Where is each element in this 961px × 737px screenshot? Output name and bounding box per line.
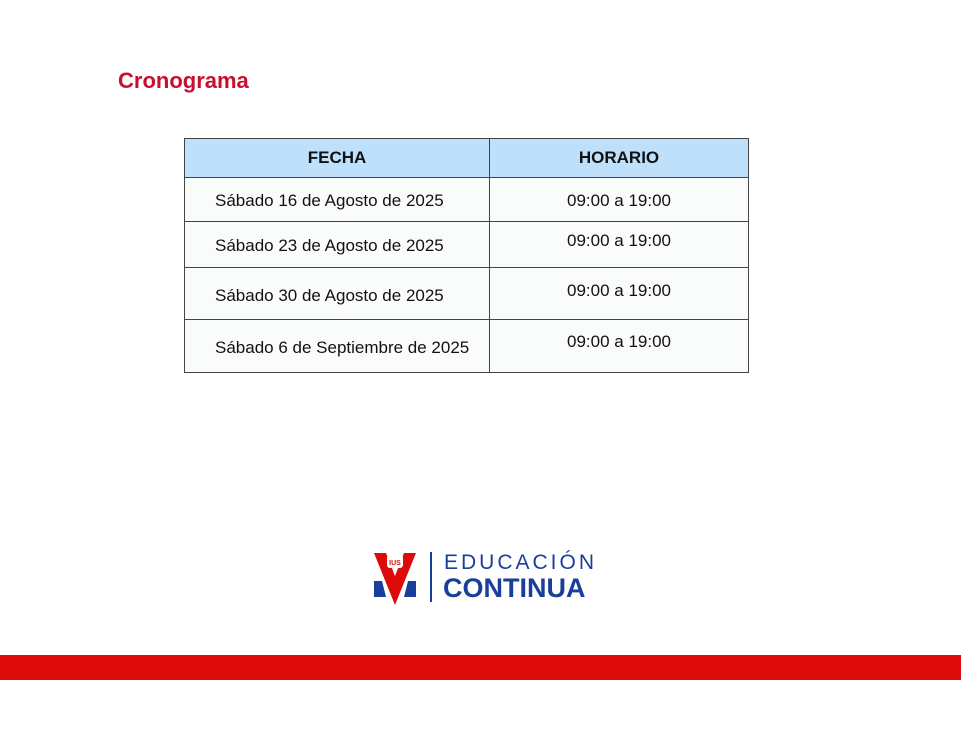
table-row — [185, 178, 749, 222]
date-cell — [185, 268, 490, 320]
date-cell — [185, 178, 490, 222]
footer-red-bar — [0, 655, 961, 680]
table-row — [185, 222, 749, 268]
column-header-fecha: FECHA — [185, 139, 490, 178]
time-cell — [490, 222, 749, 268]
time-text: 09:00 a 19:00 — [567, 280, 671, 300]
date-cell — [185, 320, 490, 373]
time-text: 09:00 a 19:00 — [567, 230, 671, 250]
logo-divider — [430, 552, 432, 602]
date-text: Sábado 16 de Agosto de 2025 — [215, 190, 444, 210]
logo-seal-text: IUS — [389, 560, 401, 567]
time-cell — [490, 320, 749, 373]
logo-text-bottom: CONTINUA — [443, 573, 586, 603]
date-text: Sábado 30 de Agosto de 2025 — [215, 285, 444, 305]
table-row — [185, 320, 749, 373]
date-cell — [185, 222, 490, 268]
date-text: Sábado 6 de Septiembre de 2025 — [215, 338, 470, 357]
time-cell — [490, 268, 749, 320]
date-text: Sábado 23 de Agosto de 2025 — [215, 236, 444, 255]
table-row — [185, 268, 749, 320]
column-header-horario: HORARIO — [490, 139, 749, 178]
time-cell — [490, 178, 749, 222]
section-title: Cronograma — [118, 68, 249, 93]
logo-text-top: EDUCACIÓN — [444, 551, 598, 574]
time-text: 09:00 a 19:00 — [567, 332, 671, 351]
educacion-continua-logo — [372, 550, 612, 608]
time-text: 09:00 a 19:00 — [567, 190, 671, 210]
table-header-row — [185, 139, 749, 178]
schedule-table — [184, 138, 749, 373]
v-shield-logo-icon — [372, 550, 418, 606]
